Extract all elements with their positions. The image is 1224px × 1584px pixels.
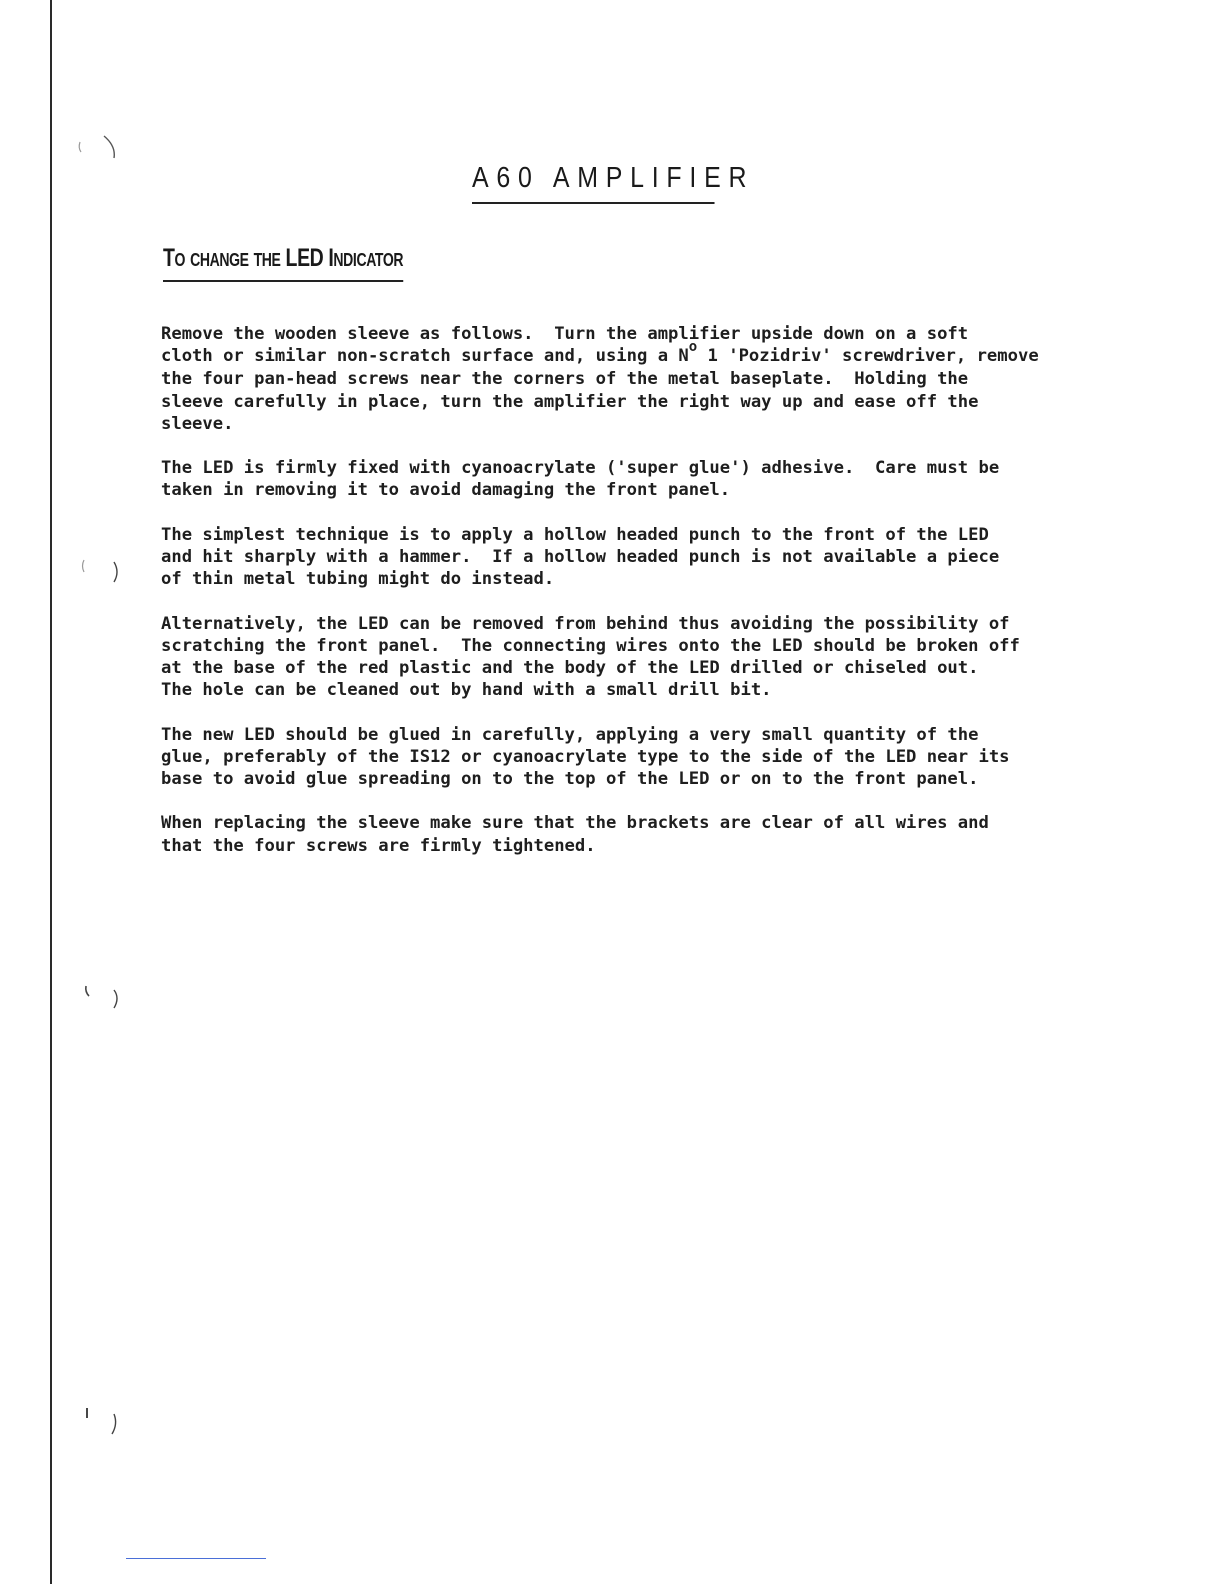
text-line: When replacing the sleeve make sure that the brackets are clear of all wires and: [161, 813, 989, 834]
text-line: The LED is firmly fixed with cyanoacrylate ('super glue') adhesive. Care must be: [161, 458, 1000, 479]
text-line: and hit sharply with a hammer. If a hollow headed punch is not available a piece: [161, 547, 1000, 567]
text-line: The hole can be cleaned out by hand with a small drill bit.: [161, 680, 772, 701]
text-line: sleeve carefully in place, turn the amplifier the right way up and ease off the: [161, 391, 979, 412]
footer-rule: [126, 1558, 266, 1559]
text-line: The new LED should be glued in carefully, applying a very small quantity of the: [161, 724, 979, 745]
document-title: A60 AMPLIFIER: [472, 160, 715, 204]
text-line: glue, preferably of the IS12 or cyanoacrylate type to the side of the LED near its: [161, 746, 1010, 767]
text-line: of thin metal tubing might do instead.: [161, 569, 555, 590]
text-line: Remove the wooden sleeve as follows. Turn the amplifier upside down on a soft: [161, 324, 969, 344]
paragraph-replace-sleeve: [161, 812, 1151, 856]
paragraph-remove-from-behind: [161, 613, 1151, 702]
instructions-body: [161, 323, 1151, 879]
punch-hole-icon: [76, 130, 116, 166]
paragraph-glue-new-led: [161, 724, 1151, 791]
paragraph-led-fixed: [161, 457, 1151, 501]
binder-edge-line: [50, 0, 52, 1584]
text-line: base to avoid glue spreading on to the top of the LED or on to the front panel.: [161, 769, 979, 789]
text-line: 1 'Pozidriv' screwdriver, remove: [697, 346, 1039, 367]
punch-hole-icon: [80, 1404, 120, 1440]
text-line: Alternatively, the LED can be removed from behind thus avoiding the possibility of: [161, 613, 1010, 634]
punch-hole-icon: [78, 554, 118, 590]
punch-hole-icon: [80, 980, 120, 1016]
paragraph-punch-technique: [161, 524, 1151, 591]
text-line: taken in removing it to avoid damaging the front panel.: [161, 480, 731, 501]
text-line: cloth or similar non-scratch surface and, using a N: [161, 346, 689, 367]
paragraph-remove-sleeve: [161, 323, 1151, 435]
text-line: that the four screws are firmly tightened.: [161, 835, 596, 856]
text-line: The simplest technique is to apply a hollow headed punch to the front of the LED: [161, 524, 989, 545]
superscript-o: o: [688, 339, 698, 356]
text-line: scratching the front panel. The connecting wires onto the LED should be broken off: [161, 635, 1020, 656]
section-heading: To change the LED Indicator: [163, 242, 403, 282]
text-line: the four pan-head screws near the corners of the metal baseplate. Holding the: [161, 369, 969, 390]
text-line: at the base of the red plastic and the body of the LED drilled or chiseled out.: [161, 658, 979, 678]
text-line: sleeve.: [161, 413, 234, 434]
